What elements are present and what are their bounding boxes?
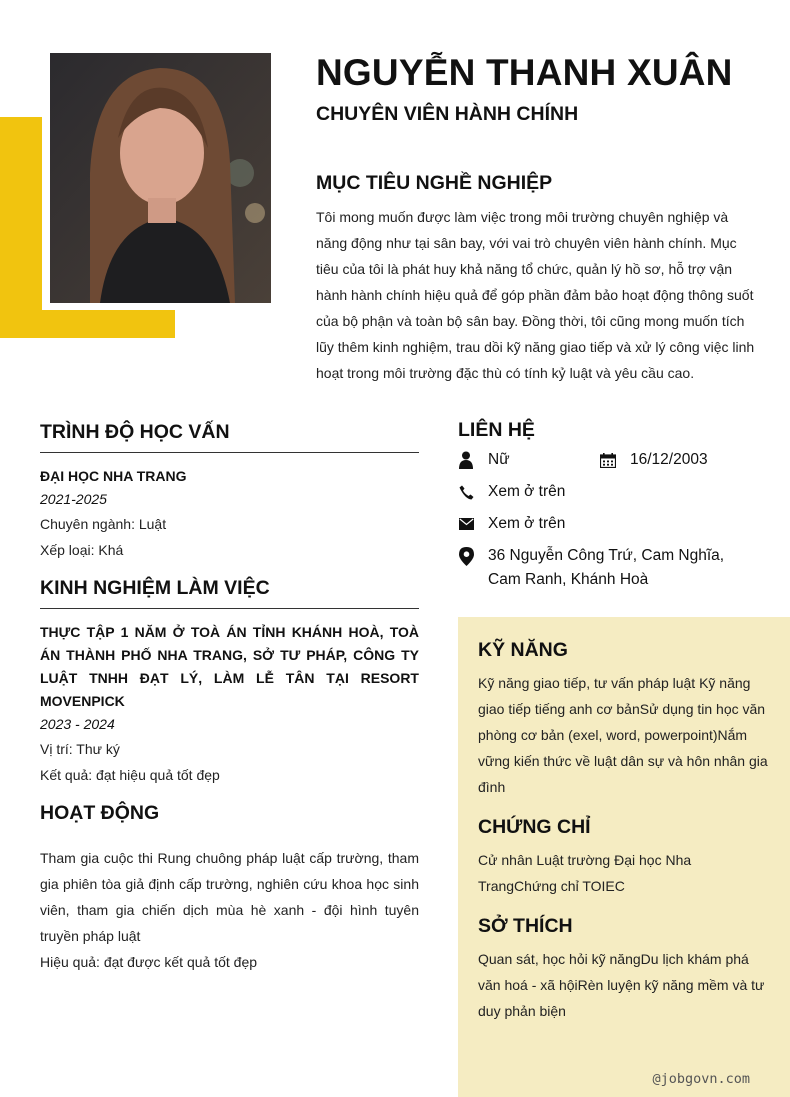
skills-panel — [458, 617, 790, 1097]
contact-address: 36 Nguyễn Công Trứ, Cam Nghĩa, Cam Ranh, Khánh Hoà — [488, 547, 725, 588]
contact-dob-group — [600, 448, 708, 472]
mail-icon — [458, 512, 474, 536]
candidate-name: NGUYỄN THANH XUÂN — [316, 52, 733, 93]
certificates-section — [478, 816, 770, 899]
contact-title: LIÊN HỆ — [458, 419, 535, 441]
activities-section — [40, 802, 419, 975]
left-column — [40, 421, 419, 989]
activities-result: Hiệu quả: đạt được kết quả tốt đẹp — [40, 954, 258, 970]
hobbies-text: Quan sát, học hỏi kỹ năngDu lịch khám phá văn hoá - xã hộiRèn luyện kỹ năng mềm và tư duy phản biện — [478, 951, 765, 1019]
watermark: @jobgovn.com — [652, 1071, 750, 1087]
calendar-icon — [600, 448, 616, 472]
accent-bar-vertical — [0, 117, 42, 337]
education-major: Chuyên ngành: Luật — [40, 516, 167, 532]
contact-dob: 16/12/2003 — [630, 451, 708, 468]
education-grade: Xếp loại: Khá — [40, 542, 124, 558]
person-icon — [458, 448, 474, 472]
candidate-role: CHUYÊN VIÊN HÀNH CHÍNH — [316, 103, 579, 125]
objective-text: Tôi mong muốn được làm việc trong môi trường chuyên nghiệp và năng động như tại sân bay, với vai trò chuyên viên hành chính. Mục tiêu của tôi là phát huy khả năng tổ chức, quản lý hồ sơ, hỗ trợ vận hành hành chính hiệu quả để góp phần đảm bảo hoạt động thông suốt của bộ phận và toàn bộ sân bay. Đồng thời, tôi cũng mong muốn tích lũy thêm kinh nghiệm, trau dồi kỹ năng giao tiếp và xử lý công việc linh hoạt trong môi trường đặc thù có tính kỷ luật và yêu cầu cao. — [316, 209, 755, 381]
experience-title: KINH NGHIỆM LÀM VIỆC — [40, 577, 419, 609]
contact-phone: Xem ở trên — [488, 483, 566, 500]
contact-email-row — [458, 512, 788, 536]
contact-gender-row — [458, 448, 788, 472]
location-pin-icon — [458, 544, 474, 568]
objective-title: MỤC TIÊU NGHỀ NGHIỆP — [316, 172, 553, 194]
hobbies-title: SỞ THÍCH — [478, 915, 573, 937]
activities-text: Tham gia cuộc thi Rung chuông pháp luật cấp trường, tham gia phiên tòa giả định cấp trường, nghiên cứu khoa học sinh viên, tham gia chiến dịch mùa hè xanh - đội hình tuyên truyền pháp luật — [40, 850, 419, 944]
contact-gender: Nữ — [488, 451, 510, 468]
contact-address-row — [458, 544, 788, 592]
education-period: 2021-2025 — [40, 491, 107, 507]
profile-photo — [50, 53, 271, 303]
phone-icon — [458, 480, 474, 504]
skills-title: KỸ NĂNG — [478, 639, 568, 661]
education-section — [40, 421, 419, 563]
education-school: ĐẠI HỌC NHA TRANG — [40, 468, 187, 484]
certificates-text: Cử nhân Luật trường Đại học Nha TrangChứng chỉ TOIEC — [478, 852, 692, 894]
certificates-title: CHỨNG CHỈ — [478, 816, 591, 838]
contact-section — [458, 419, 788, 592]
experience-role: Vị trí: Thư ký — [40, 741, 120, 757]
experience-position-title: THỰC TẬP 1 NĂM Ở TOÀ ÁN TỈNH KHÁNH HOÀ, TOÀ ÁN THÀNH PHỐ NHA TRANG, SỞ TƯ PHÁP, CÔNG TY LUẬT TNHH ĐẠT LÝ, LÀM LỄ TÂN TẠI RESORT MOVENPICK — [40, 624, 419, 709]
hobbies-section — [478, 915, 770, 1024]
contact-phone-row — [458, 480, 788, 504]
objective-section — [316, 172, 756, 386]
experience-period: 2023 - 2024 — [40, 716, 115, 732]
contact-email: Xem ở trên — [488, 515, 566, 532]
experience-section — [40, 577, 419, 788]
experience-result: Kết quả: đạt hiệu quả tốt đẹp — [40, 767, 220, 783]
skills-text: Kỹ năng giao tiếp, tư vấn pháp luật Kỹ năng giao tiếp tiếng anh cơ bảnSử dụng tin học văn phòng cơ bản (exel, word, powerpoint)Nắm vững kiến thức về luật dân sự và hôn nhân gia đình — [478, 675, 768, 795]
education-title: TRÌNH ĐỘ HỌC VẤN — [40, 421, 419, 453]
activities-title: HOẠT ĐỘNG — [40, 802, 160, 824]
skills-section — [478, 639, 770, 800]
accent-bar-horizontal — [0, 310, 175, 338]
